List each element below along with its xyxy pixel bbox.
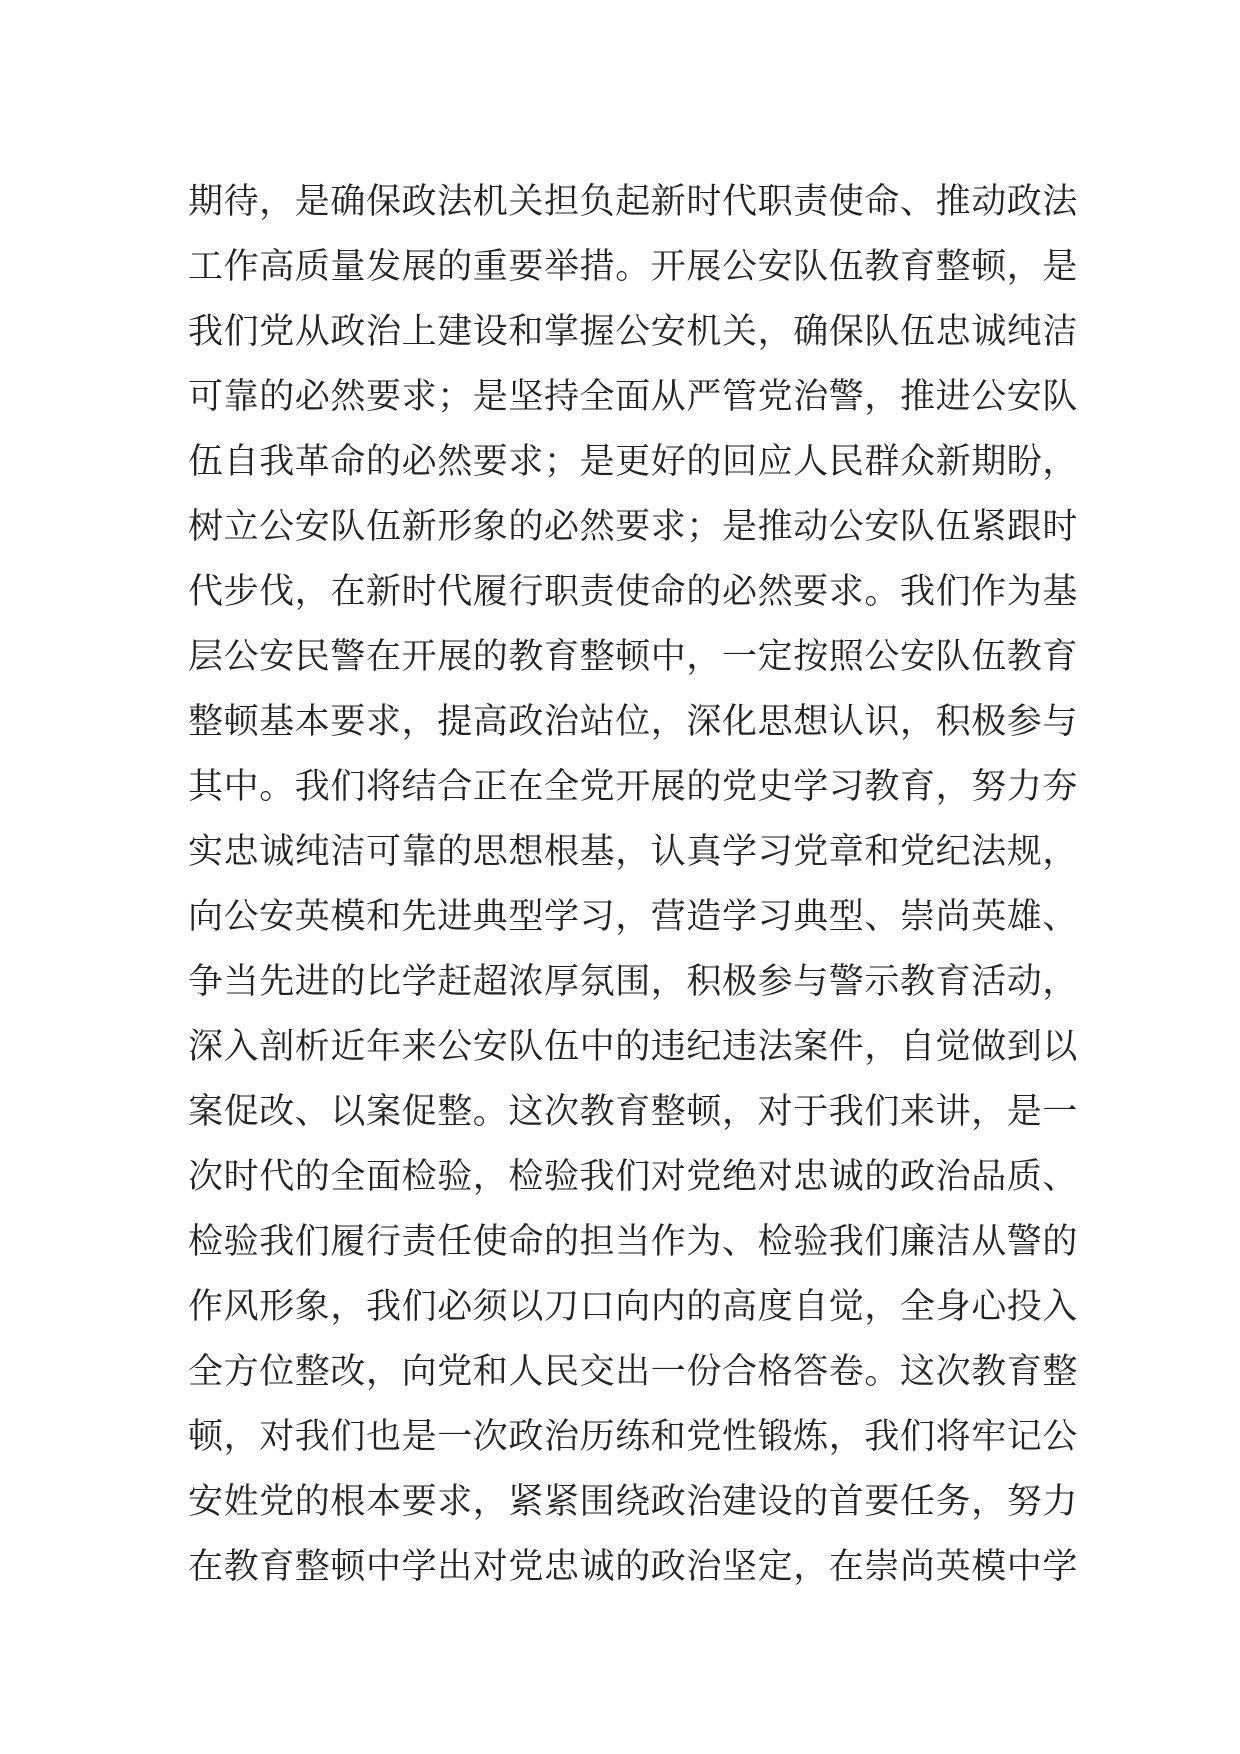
text-line: 检验我们履行责任使命的担当作为、检验我们廉洁从警的 bbox=[188, 1222, 1079, 1262]
text-line: 整顿基本要求，提高政治站位，深化思想认识，积极参与 bbox=[188, 702, 1079, 742]
body-paragraph bbox=[188, 170, 1079, 1600]
text-line: 全方位整改，向党和人民交出一份合格答卷。这次教育整 bbox=[188, 1352, 1079, 1392]
text-line: 期待，是确保政法机关担负起新时代职责使命、推动政法 bbox=[188, 182, 1079, 222]
text-line: 案促改、以案促整。这次教育整顿，对于我们来讲，是一 bbox=[188, 1092, 1079, 1132]
text-line: 实忠诚纯洁可靠的思想根基，认真学习党章和党纪法规， bbox=[188, 832, 1079, 872]
text-line: 我们党从政治上建设和掌握公安机关，确保队伍忠诚纯洁 bbox=[188, 312, 1079, 352]
text-line: 可靠的必然要求；是坚持全面从严管党治警，推进公安队 bbox=[188, 377, 1079, 417]
text-line: 深入剖析近年来公安队伍中的违纪违法案件，自觉做到以 bbox=[188, 1027, 1079, 1067]
text-line: 安姓党的根本要求，紧紧围绕政治建设的首要任务，努力 bbox=[188, 1482, 1079, 1522]
text-line: 次时代的全面检验，检验我们对党绝对忠诚的政治品质、 bbox=[188, 1157, 1079, 1197]
text-line: 工作高质量发展的重要举措。开展公安队伍教育整顿，是 bbox=[188, 247, 1079, 287]
text-line: 层公安民警在开展的教育整顿中，一定按照公安队伍教育 bbox=[188, 637, 1079, 677]
text-line: 向公安英模和先进典型学习，营造学习典型、崇尚英雄、 bbox=[188, 897, 1079, 937]
text-line: 顿，对我们也是一次政治历练和党性锻炼，我们将牢记公 bbox=[188, 1417, 1079, 1457]
text-line: 争当先进的比学赶超浓厚氛围，积极参与警示教育活动， bbox=[188, 962, 1079, 1002]
text-line: 代步伐，在新时代履行职责使命的必然要求。我们作为基 bbox=[188, 572, 1079, 612]
text-line: 在教育整顿中学出对党忠诚的政治坚定，在崇尚英模中学 bbox=[188, 1547, 1079, 1587]
text-line: 伍自我革命的必然要求；是更好的回应人民群众新期盼， bbox=[188, 442, 1079, 482]
text-line: 树立公安队伍新形象的必然要求；是推动公安队伍紧跟时 bbox=[188, 507, 1079, 547]
text-line: 其中。我们将结合正在全党开展的党史学习教育，努力夯 bbox=[188, 767, 1079, 807]
text-line: 作风形象，我们必须以刀口向内的高度自觉，全身心投入 bbox=[188, 1287, 1079, 1327]
